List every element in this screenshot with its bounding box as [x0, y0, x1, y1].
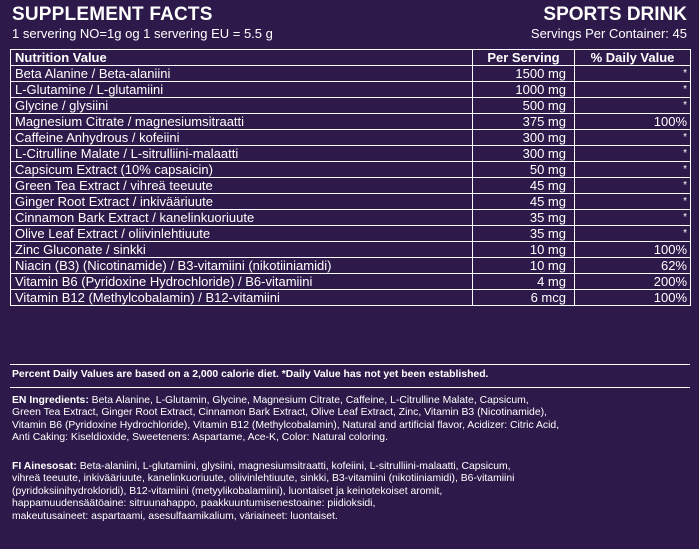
nutrient-name: Glycine / glysiini — [11, 98, 473, 114]
nutrient-daily-value: * — [575, 194, 691, 210]
nutrient-name: Magnesium Citrate / magnesiumsitraatti — [11, 114, 473, 130]
nutrient-name: Niacin (B3) (Nicotinamide) / B3-vitamiini (nikotiiniamidi) — [11, 258, 473, 274]
nutrient-name: Cinnamon Bark Extract / kanelinkuoriuute — [11, 210, 473, 226]
nutrient-amount: 35 mg — [473, 226, 575, 242]
ingredients-fi-line: Beta-alaniini, L-glutamiini, glysiini, magnesiumsitraatti, kofeiini, L-sitrulliini-malaatti, Capsicum, — [76, 461, 511, 472]
ingredients-fi-line: vihreä teeuute, inkivääriuute, kanelinkuoriuute, oliivinlehtiuute, sinkki, B3-vitamiini (nikotiiniamidi), B6-vitamiini — [12, 473, 515, 485]
nutrient-daily-value: 100% — [575, 290, 691, 306]
nutrient-amount: 35 mg — [473, 210, 575, 226]
nutrient-name: L-Citrulline Malate / L-sitrulliini-malaatti — [11, 146, 473, 162]
nutrient-amount: 375 mg — [473, 114, 575, 130]
table-row — [11, 242, 691, 258]
nutrient-daily-value: * — [575, 98, 691, 114]
panel-header — [10, 4, 689, 44]
nutrient-daily-value: * — [575, 178, 691, 194]
nutrient-daily-value: 200% — [575, 274, 691, 290]
table-row — [11, 82, 691, 98]
nutrient-amount: 45 mg — [473, 194, 575, 210]
column-header-daily-value: % Daily Value — [575, 50, 691, 66]
nutrient-amount: 50 mg — [473, 162, 575, 178]
product-name: SPORTS DRINK — [543, 4, 687, 25]
nutrient-amount: 45 mg — [473, 178, 575, 194]
nutrient-amount: 500 mg — [473, 98, 575, 114]
table-row — [11, 178, 691, 194]
column-header-nutrition: Nutrition Value — [11, 50, 473, 66]
divider-line — [10, 364, 690, 365]
nutrient-amount: 10 mg — [473, 258, 575, 274]
nutrient-name: Olive Leaf Extract / oliivinlehtiuute — [11, 226, 473, 242]
table-row — [11, 210, 691, 226]
nutrient-daily-value: * — [575, 130, 691, 146]
nutrient-amount: 10 mg — [473, 242, 575, 258]
nutrient-daily-value: * — [575, 226, 691, 242]
nutrient-name: Capsicum Extract (10% capsaicin) — [11, 162, 473, 178]
ingredients-fi-line: makeutusaineet: aspartaami, asesulfaamikalium, väriaineet: luontaiset. — [12, 510, 338, 522]
table-row — [11, 290, 691, 306]
column-header-per-serving: Per Serving — [473, 50, 575, 66]
nutrient-amount: 300 mg — [473, 146, 575, 162]
nutrition-table — [10, 49, 691, 306]
servings-per-container: Servings Per Container: 45 — [530, 26, 687, 41]
daily-value-footnote: Percent Daily Values are based on a 2,000 calorie diet. *Daily Value has not yet been established. — [12, 369, 489, 380]
nutrient-name: Beta Alanine / Beta-alaniini — [11, 66, 473, 82]
ingredients-fi — [12, 461, 688, 523]
nutrient-name: Zinc Gluconate / sinkki — [11, 242, 473, 258]
nutrient-daily-value: * — [575, 66, 691, 82]
nutrient-amount: 1000 mg — [473, 82, 575, 98]
table-row — [11, 162, 691, 178]
table-row — [11, 114, 691, 130]
nutrient-daily-value: * — [575, 162, 691, 178]
table-row — [11, 66, 691, 82]
nutrient-amount: 4 mg — [473, 274, 575, 290]
ingredients-en-line: Beta Alanine, L-Glutamin, Glycine, Magnesium Citrate, Caffeine, L-Citrulline Malate, Capsicum, — [88, 395, 529, 406]
nutrient-amount: 1500 mg — [473, 66, 575, 82]
panel-title: SUPPLEMENT FACTS — [12, 4, 213, 25]
table-row — [11, 274, 691, 290]
nutrient-amount: 6 mcg — [473, 290, 575, 306]
nutrient-name: Vitamin B6 (Pyridoxine Hydrochloride) / B6-vitamiini — [11, 274, 473, 290]
ingredients-fi-line: happamuudensäätöaine: sitruunahappo, paakkuuntumisenestoaine: piidioksidi, — [12, 498, 376, 510]
nutrient-daily-value: 100% — [575, 114, 691, 130]
nutrient-name: Caffeine Anhydrous / kofeiini — [11, 130, 473, 146]
nutrient-daily-value: * — [575, 82, 691, 98]
nutrient-amount: 300 mg — [473, 130, 575, 146]
ingredients-fi-label: FI Ainesosat: — [12, 461, 77, 472]
table-header-row — [11, 50, 691, 66]
table-row — [11, 130, 691, 146]
nutrient-name: Ginger Root Extract / inkivääriuute — [11, 194, 473, 210]
ingredients-en — [12, 395, 688, 445]
table-row — [11, 226, 691, 242]
table-row — [11, 98, 691, 114]
serving-size: 1 servering NO=1g og 1 servering EU = 5.5 g — [12, 26, 273, 41]
table-row — [11, 194, 691, 210]
nutrient-name: Vitamin B12 (Methylcobalamin) / B12-vitamiini — [11, 290, 473, 306]
nutrient-daily-value: * — [575, 146, 691, 162]
ingredients-fi-line: (pyridoksiinihydrokloridi), B12-vitamiini (metyylikobalamiini), luontaiset ja keinotekoiset aromit, — [12, 485, 443, 497]
ingredients-en-line: Anti Caking: Kiseldioxide, Sweeteners: Aspartame, Ace-K, Color: Natural coloring. — [12, 432, 388, 444]
table-row — [11, 258, 691, 274]
ingredients-en-line: Green Tea Extract, Ginger Root Extract, Cinnamon Bark Extract, Olive Leaf Extract, Zinc, Vitamin B3 (Nicotinamide), — [12, 407, 547, 419]
table-row — [11, 146, 691, 162]
ingredients-en-line: Vitamin B6 (Pyridoxine Hydrochloride), Vitamin B12 (Methylcobalamin), Natural and artificial flavor, Acidizer: Citric Acid, — [12, 419, 560, 431]
nutrient-name: Green Tea Extract / vihreä teeuute — [11, 178, 473, 194]
ingredients-en-label: EN Ingredients: — [12, 395, 89, 406]
nutrient-daily-value: 62% — [575, 258, 691, 274]
divider-line — [10, 387, 690, 388]
nutrient-daily-value: 100% — [575, 242, 691, 258]
nutrient-daily-value: * — [575, 210, 691, 226]
nutrient-name: L-Glutamine / L-glutamiini — [11, 82, 473, 98]
